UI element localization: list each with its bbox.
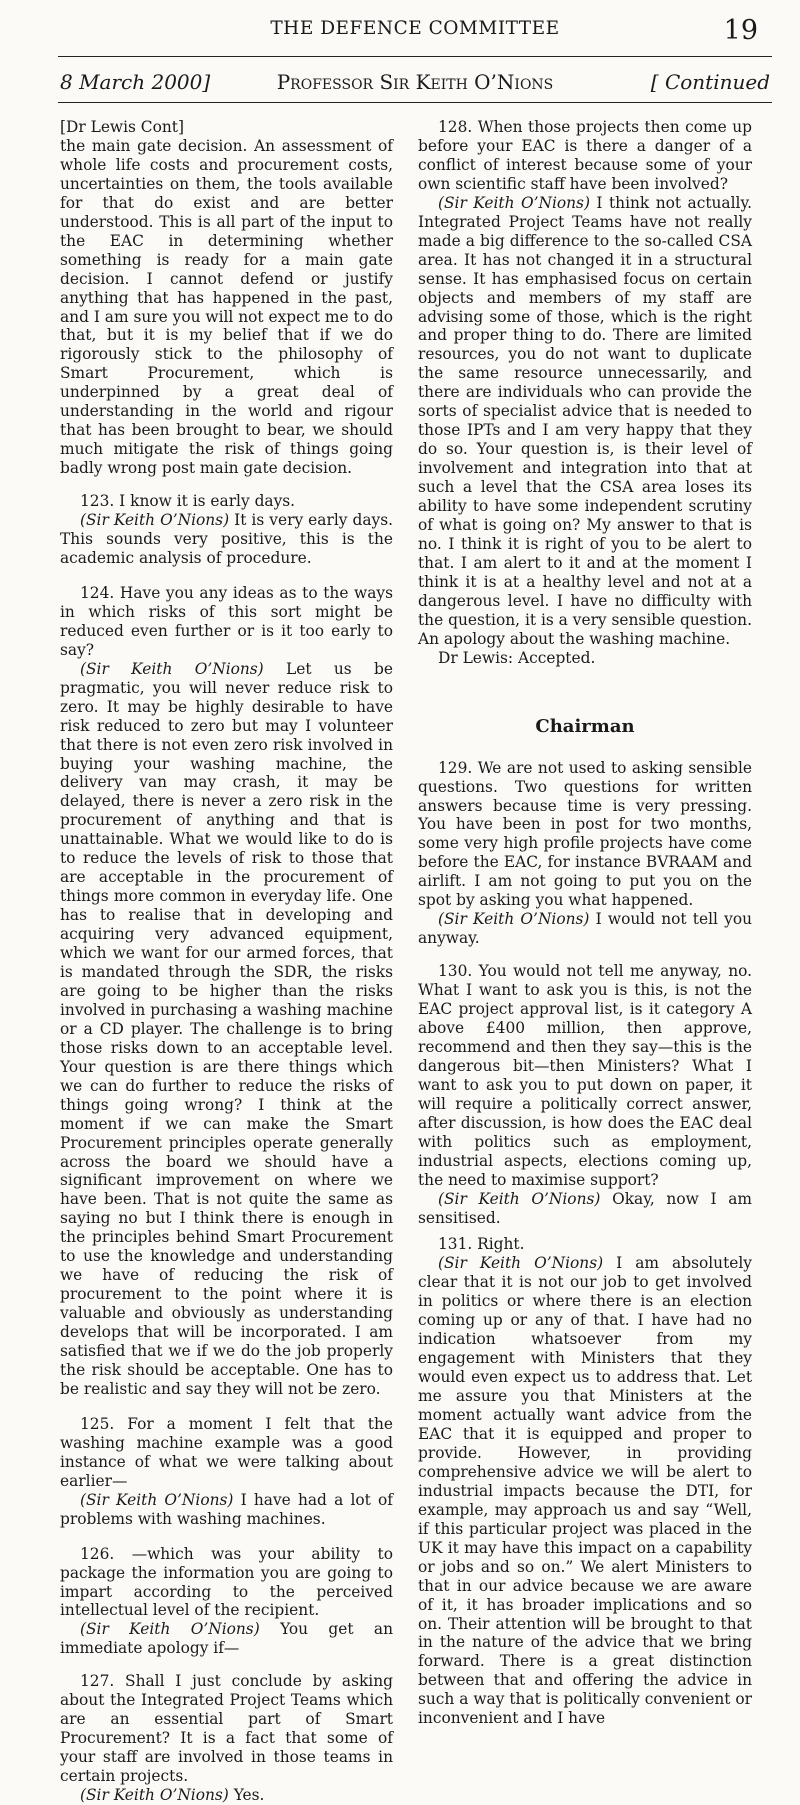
question-127: 127. Shall I just conclude by asking about the Integrated Project Teams which are an essential part of Smart Procurement? It is a fact that some of your staff are involved in those teams in certain projects. bbox=[60, 1672, 393, 1786]
answer-text: Let us be pragmatic, you will never reduce risk to zero. It may be highly desirable to have risk reduced to zero but may I volunteer that there is not even zero risk involved in buying your washing machine, the delivery van may crash, it may be delayed, there is never a zero risk in the procurement of anything and that is unattainable. What we would like to do is to reduce the levels of risk to those that are acceptable in the procurement of things more common in everyday life. One has to realise that in developing and acquiring very advanced equipment, which we want for our armed forces, that is mandated through the SDR, the risks are going to be higher than the risks involved in purchasing a washing machine or a CD player. The challenge is to bring those risks down to an acceptable level. Your question is are there things which we can do further to reduce the risks of things going wrong? I think at the moment if we can make the Smart Procurement principles operate generally across the board we should have a significant improvement on where we have been. That is not quite the same as saying no but I think there is enough in the principles behind Smart Procurement to use the knowledge and understanding we have of reducing the risk of procurement to the point where it is valuable and obviously as understanding develops that will be incorporated. I am satisfied that we if we do the job properly the risk should be acceptable. One has to be realistic and say they will not be zero. bbox=[60, 659, 393, 1398]
answer-speaker: (Sir Keith O’Nions) bbox=[438, 1189, 601, 1208]
answer-speaker: (Sir Keith O’Nions) bbox=[80, 511, 230, 530]
answer-speaker: (Sir Keith O’Nions) bbox=[80, 659, 264, 678]
header-rule-top bbox=[58, 56, 772, 57]
answer-text: I am absolutely clear that it is not our job to get involved in politics or where there is an election coming up or any of that. I have had no indication whatsoever from my engagement with Ministers that they would even expect us to address that. Let me assure you that Ministers at the moment actually want advice from the EAC that it is equipped and proper to provide. However, in providing comprehensive advice we will be alert to industrial impacts because the DTI, for example, may approach us and say “Well, if this particular project was placed in the UK it may have this impact on a capability or jobs and so on.” We alert Ministers to that in our advice because we are aware of it, it has broader implications and so on. Their attention will be brought to that in the nature of the advice that we bring forward. There is a great distinction between that and offering the advice in such a way that is politically convenient or inconvenient and I have bbox=[418, 1254, 752, 1728]
committee-title: THE DEFENCE COMMITTEE bbox=[270, 18, 560, 39]
answer-speaker: (Sir Keith O’Nions) bbox=[80, 1786, 229, 1805]
answer-125 bbox=[60, 1491, 393, 1529]
answer-speaker: (Sir Keith O’Nions) bbox=[80, 1620, 260, 1639]
hearing-date: 8 March 2000] bbox=[60, 70, 211, 94]
question-124: 124. Have you any ideas as to the ways in which risks of this sort might be reduced even further or is it too early to say? bbox=[60, 583, 393, 659]
question-125: 125. For a moment I felt that the washing machine example was a good instance of what we were talking about earlier— bbox=[60, 1414, 393, 1490]
page-number: 19 bbox=[723, 15, 758, 46]
answer-126 bbox=[60, 1620, 393, 1658]
subheading bbox=[60, 70, 770, 98]
paragraph: the main gate decision. An assessment of whole life costs and procurement costs, uncertainties on them, the tools available for that do exist and are better understood. This is all part of the input to the EAC in determining whether something is ready for a main gate decision. I cannot defend or justify anything that has happened in the past, and I am sure you will not expect me to do that, but it is my belief that if we do rigorously stick to the philosophy of Smart Procurement, which is underpinned by a great deal of understanding in the world and rigour that has been brought to bear, we should much mitigate the risk of things going badly wrong post main gate decision. bbox=[60, 136, 393, 478]
witness-name: Professor Sir Keith O’Nions bbox=[276, 70, 554, 94]
answer-speaker: (Sir Keith O’Nions) bbox=[438, 193, 590, 212]
question-126: 126. —which was your ability to package the information you are going to impart according to the perceived intellectual level of the recipient. bbox=[60, 1544, 393, 1620]
question-123: 123. I know it is early days. bbox=[80, 492, 296, 511]
continued-label: [ Continued bbox=[650, 70, 770, 94]
answer-text: I think not actually. Integrated Project Teams have not really made a big difference to the so-called CSA area. It has not changed it in a structural sense. It has emphasised focus on certain objects and members of my staff are advising some of those, which is the right and proper thing to do. There are limited resources, you do not want to duplicate the same resource unnecessarily, and there are individuals who can provide the sorts of specialist advice that is needed to those IPTs and I am very happy that they do so. Your question is, is their level of involvement and integration into that at such a level that the CSA area loses its ability to have some independent scrutiny of what is going on? My answer to that is no. I think it is right of you to be alert to that. I am alert to it and at the moment I think it is at a healthy level and not at a dangerous level. I have no difficulty with the question, it is a very sensible question. An apology about the washing machine. bbox=[418, 193, 752, 648]
answer-speaker: (Sir Keith O’Nions) bbox=[438, 1254, 604, 1273]
answer-text: It is very early days. This sounds very positive, this is the academic analysis of procedure. bbox=[60, 511, 393, 567]
answer-129 bbox=[418, 910, 752, 948]
answer-128 bbox=[418, 194, 752, 649]
answer-130 bbox=[418, 1190, 752, 1228]
chairman-heading: Chairman bbox=[535, 715, 635, 737]
left-column bbox=[60, 118, 393, 1805]
question-131: 131. Right. bbox=[438, 1235, 525, 1254]
speaker-tag: [Dr Lewis Cont] bbox=[60, 118, 184, 136]
answer-127 bbox=[60, 1786, 393, 1805]
question-128: 128. When those projects then come up before your EAC is there a danger of a conflict of interest because some of your own scientific staff have been involved? bbox=[418, 118, 752, 193]
answer-131 bbox=[418, 1254, 752, 1728]
answer-text: Okay, now I am sensitised. bbox=[418, 1189, 752, 1227]
answer-text: I would not tell you anyway. bbox=[418, 910, 752, 948]
answer-text: You get an immediate apology if— bbox=[60, 1620, 393, 1658]
answer-124 bbox=[60, 660, 393, 1399]
answer-speaker: (Sir Keith O’Nions) bbox=[438, 910, 590, 929]
answer-text: Yes. bbox=[228, 1786, 265, 1805]
running-head bbox=[60, 15, 770, 48]
right-column bbox=[418, 118, 752, 1728]
dr-lewis-statement: Dr Lewis: Accepted. bbox=[438, 648, 596, 667]
answer-speaker: (Sir Keith O’Nions) bbox=[80, 1490, 234, 1509]
header-rule-bottom bbox=[58, 102, 772, 103]
question-130: 130. You would not tell me anyway, no. What I want to ask you is this, is not the EAC project approval list, is it category A above £400 million, then approve, recommend and then they say—this is the dangerous bit—then Ministers? What I want to ask you to put down on paper, it will require a politically correct answer, after discussion, is how does the EAC deal with politics such as employment, industrial aspects, elections coming up, the need to maximise support? bbox=[418, 962, 752, 1189]
answer-123 bbox=[60, 511, 393, 568]
question-129: 129. We are not used to asking sensible questions. Two questions for written answers because time is very pressing. You have been in post for two months, some very high profile projects have come before the EAC, for instance BVRAAM and airlift. I am not going to put you on the spot by asking you what happened. bbox=[418, 758, 752, 910]
answer-text: I have had a lot of problems with washing machines. bbox=[60, 1490, 393, 1528]
